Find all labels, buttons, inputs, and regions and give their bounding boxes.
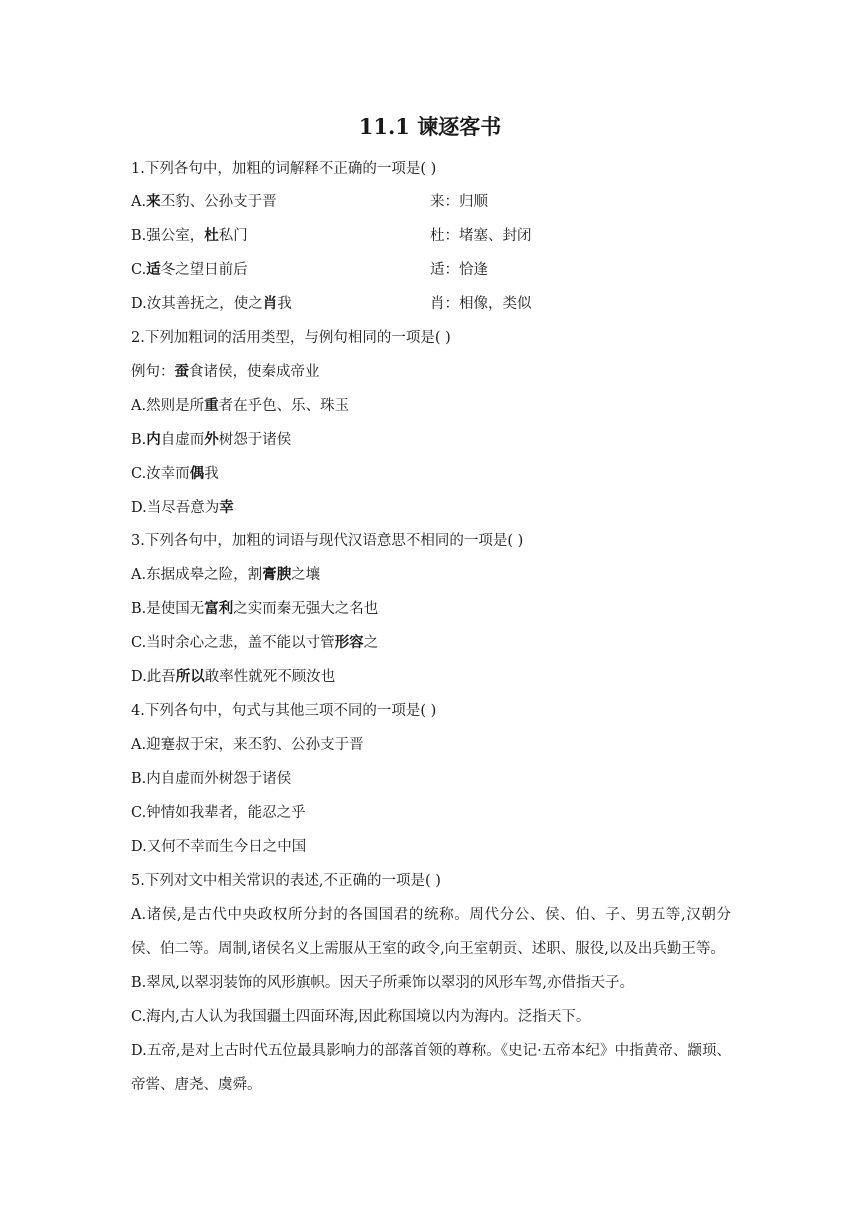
q1-b-post: 私门 — [218, 228, 248, 244]
q1-a-pre: A. — [131, 194, 147, 210]
q2-a-pre: A.然则是所 — [131, 398, 205, 414]
q2-option-a — [131, 396, 349, 416]
question-5-stem: 5.下列对文中相关常识的表述,不正确的一项是( ) — [131, 873, 441, 889]
q2-option-d — [131, 498, 234, 518]
q2-example-pre: 例句： — [131, 364, 175, 380]
q1-option-d-explanation: 肖：相像，类似 — [430, 296, 532, 312]
q3-a-post: 之壤 — [291, 567, 321, 583]
q2-example — [131, 362, 320, 382]
q2-b-mid: 自虚而 — [160, 432, 205, 448]
q1-d-pre: D.汝其善抚之，使之 — [131, 296, 263, 312]
q3-b-pre: B.是使国无 — [131, 601, 205, 617]
q3-option-c — [131, 633, 378, 653]
q4-option-d: D.又何不幸而生今日之中国 — [131, 839, 307, 855]
q2-b-bold: 内 — [146, 431, 161, 448]
q2-option-b — [131, 430, 291, 450]
q3-c-pre: C.当时余心之悲，盖不能以寸管 — [131, 635, 335, 651]
q2-b-bold2: 外 — [204, 431, 219, 448]
q2-option-c — [131, 464, 219, 484]
q5-option-b: B.翠凤,以翠羽装饰的风形旗帜。因天子所乘饰以翠羽的风形车驾,亦借指天子。 — [131, 975, 634, 991]
q5-option-a: A.诸侯,是古代中央政权所分封的各国国君的统称。周代分公、侯、伯、子、男五等,汉朝分侯、伯二等。周制,诸侯名义上需服从王室的政令,向王室朝贡、述职、服役,以及出兵勤王等。 — [131, 907, 731, 957]
q1-d-post: 我 — [277, 296, 292, 312]
q1-a-bold: 来 — [146, 193, 161, 210]
q3-d-post: 敢率性就死不顾汝也 — [204, 669, 336, 685]
q3-option-b — [131, 599, 378, 619]
q1-c-bold: 适 — [146, 261, 161, 278]
q2-c-bold: 偶 — [189, 465, 205, 482]
q1-b-pre: B.强公室， — [131, 228, 205, 244]
q1-option-b — [131, 226, 248, 246]
q4-option-a: A.迎蹇叔于宋，来丕豹、公孙支于晋 — [131, 737, 364, 753]
q1-option-a — [131, 192, 277, 212]
q5-option-d: D.五帝,是对上古时代五位最具影响力的部落首领的尊称。《史记·五帝本纪》中指黄帝、颛顼、帝喾、唐尧、虞舜。 — [131, 1043, 731, 1093]
q3-d-bold: 所以 — [175, 668, 205, 685]
q1-option-b-explanation: 杜：堵塞、封闭 — [430, 228, 532, 244]
q1-d-bold: 肖 — [262, 295, 278, 312]
q2-a-post: 者在乎色、乐、珠玉 — [218, 398, 350, 414]
q3-a-pre: A.东据成皋之险，割 — [131, 567, 263, 583]
question-1-stem: 1.下列各句中，加粗的词解释不正确的一项是( ) — [131, 161, 437, 177]
q3-b-post: 之实而秦无强大之名也 — [233, 601, 379, 617]
q1-c-pre: C. — [131, 262, 147, 278]
q5-option-c: C.海内,古人认为我国疆土四面环海,因此称国境以内为海内。泛指天下。 — [131, 1009, 591, 1025]
question-2-stem: 2.下列加粗词的活用类型，与例句相同的一项是( ) — [131, 330, 451, 346]
q2-c-post: 我 — [204, 466, 219, 482]
q3-a-bold: 膏腴 — [262, 566, 292, 583]
q3-option-d — [131, 667, 335, 687]
q1-option-d — [131, 294, 292, 314]
q1-a-post: 丕豹、公孙支于晋 — [160, 194, 277, 210]
q1-b-bold: 杜 — [204, 227, 219, 244]
q1-option-c — [131, 260, 248, 280]
q3-option-a — [131, 565, 320, 585]
q2-d-bold: 幸 — [219, 499, 234, 516]
question-3-stem: 3.下列各句中，加粗的词语与现代汉语意思不相同的一项是( ) — [131, 533, 524, 549]
question-4-stem: 4.下列各句中，句式与其他三项不同的一项是( ) — [131, 703, 437, 719]
q2-example-post: 食诸侯，使秦成帝业 — [189, 364, 320, 380]
q2-b-post: 树怨于诸侯 — [218, 432, 292, 448]
q1-option-a-explanation: 来：归顺 — [430, 194, 488, 210]
page-title: 11.1 谏逐客书 — [358, 114, 502, 139]
q2-b-pre: B. — [131, 432, 147, 448]
q2-a-bold: 重 — [204, 397, 219, 414]
q3-b-bold: 富利 — [204, 600, 234, 617]
q2-c-pre: C.汝幸而 — [131, 466, 190, 482]
q3-c-bold: 形容 — [334, 634, 364, 651]
q1-c-post: 冬之望日前后 — [160, 262, 248, 278]
q3-c-post: 之 — [363, 635, 379, 651]
q1-option-c-explanation: 适：恰逢 — [430, 262, 488, 278]
q4-option-c: C.钟情如我辈者，能忍之乎 — [131, 805, 306, 821]
q3-d-pre: D.此吾 — [131, 669, 176, 685]
q2-example-bold: 蚕 — [174, 363, 189, 380]
q4-option-b: B.内自虚而外树怨于诸侯 — [131, 771, 292, 787]
q2-d-pre: D.当尽吾意为 — [131, 500, 220, 516]
